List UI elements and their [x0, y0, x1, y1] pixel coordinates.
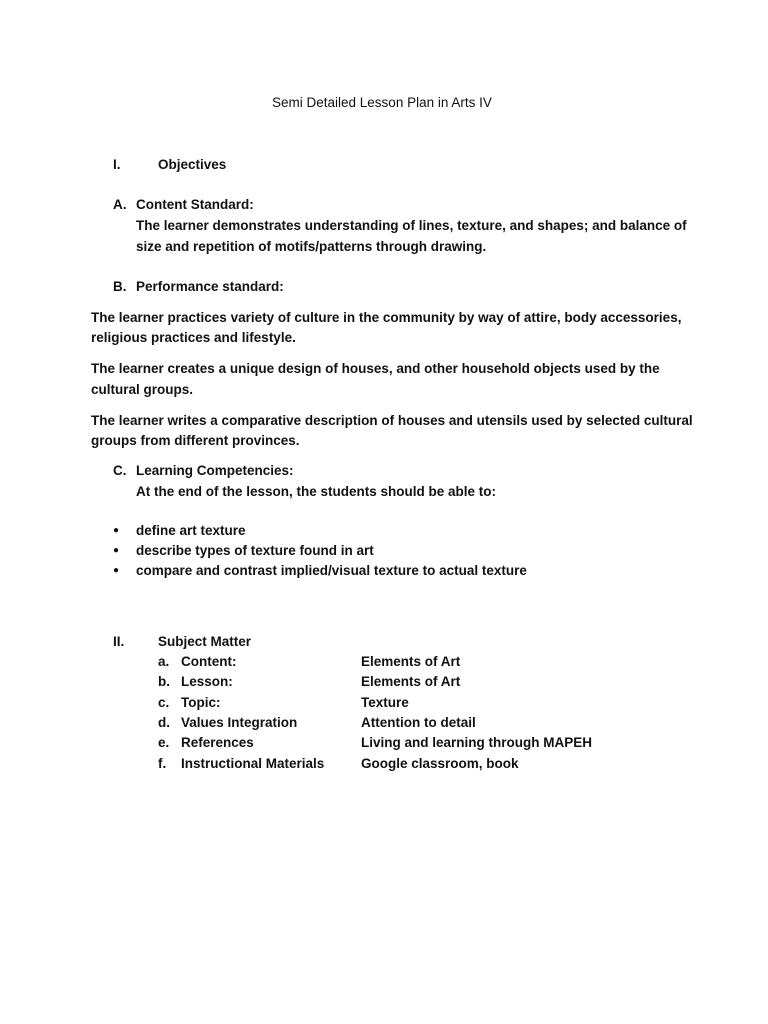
subject-row-label: Lesson: [181, 674, 233, 689]
content-standard-heading: Content Standard: [136, 197, 254, 212]
subject-row-letter: b. [158, 674, 170, 689]
subject-row-letter: f. [158, 756, 167, 771]
performance-paragraph-line: groups from different provinces. [91, 433, 300, 448]
bullet-icon: ● [113, 565, 120, 576]
section-1-numeral: I. [113, 157, 121, 172]
page-title: Semi Detailed Lesson Plan in Arts IV [272, 95, 492, 110]
subject-row-letter: a. [158, 654, 170, 669]
list-item: describe types of texture found in art [136, 543, 374, 558]
section-2-numeral: II. [113, 634, 125, 649]
bullet-icon: ● [113, 545, 120, 556]
subject-row-value: Texture [361, 695, 409, 710]
performance-paragraph-line: The learner creates a unique design of houses, and other household objects used by the [91, 361, 660, 376]
competencies-heading: Learning Competencies: [136, 463, 294, 478]
subject-row-value: Google classroom, book [361, 756, 519, 771]
performance-paragraph-line: The learner writes a comparative description of houses and utensils used by selected cultural [91, 413, 693, 428]
subject-row-letter: c. [158, 695, 170, 710]
section-1-heading: Objectives [158, 157, 227, 172]
subject-row-value: Attention to detail [361, 715, 476, 730]
list-item: define art texture [136, 523, 246, 538]
bullet-icon: ● [113, 525, 120, 536]
content-standard-text-line: The learner demonstrates understanding of lines, texture, and shapes; and balance of [136, 218, 687, 233]
subject-row-label: Content: [181, 654, 237, 669]
performance-paragraph-line: religious practices and lifestyle. [91, 330, 296, 345]
subject-row-letter: e. [158, 735, 170, 750]
performance-paragraph-line: cultural groups. [91, 382, 194, 397]
subject-row-label: Values Integration [181, 715, 298, 730]
competencies-intro: At the end of the lesson, the students should be able to: [136, 484, 497, 499]
subject-row-label: Topic: [181, 695, 221, 710]
performance-standard-letter: B. [113, 279, 127, 294]
section-2-heading: Subject Matter [158, 634, 252, 649]
content-standard-letter: A. [113, 197, 127, 212]
subject-row-value: Elements of Art [361, 654, 461, 669]
content-standard-text-line: size and repetition of motifs/patterns through drawing. [136, 239, 487, 254]
performance-paragraph-line: The learner practices variety of culture in the community by way of attire, body accessories, [91, 310, 682, 325]
subject-row-label: References [181, 735, 254, 750]
competencies-letter: C. [113, 463, 127, 478]
subject-row-letter: d. [158, 715, 170, 730]
list-item: compare and contrast implied/visual texture to actual texture [136, 563, 527, 578]
performance-standard-heading: Performance standard: [136, 279, 284, 294]
subject-row-value: Elements of Art [361, 674, 461, 689]
subject-row-value: Living and learning through MAPEH [361, 735, 592, 750]
subject-row-label: Instructional Materials [181, 756, 325, 771]
